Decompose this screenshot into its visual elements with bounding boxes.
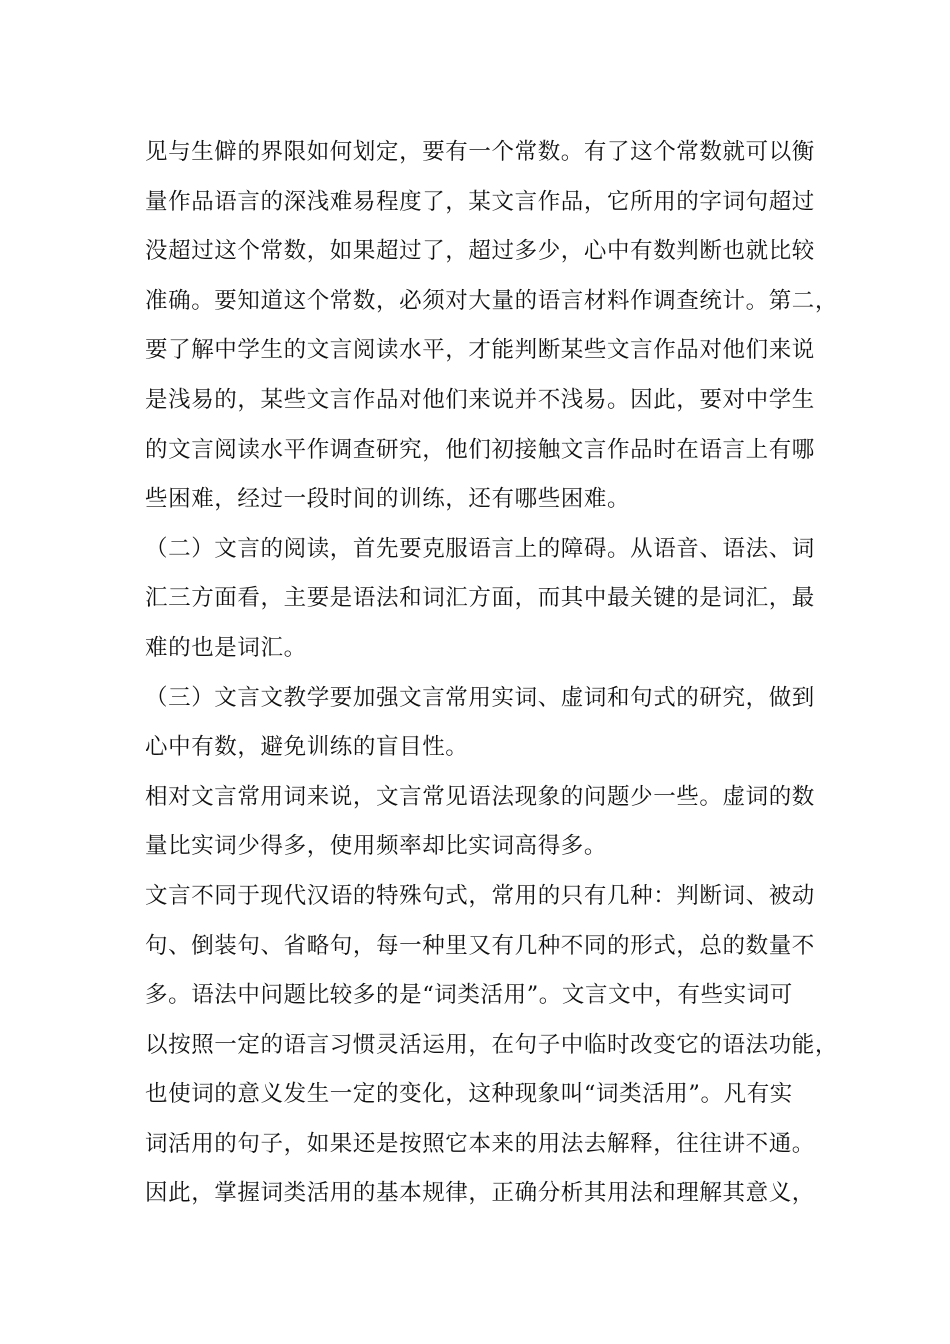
text-line: 难的也是词汇。: [145, 634, 307, 661]
text-line: 量比实词少得多，使用频率却比实词高得多。: [145, 833, 608, 860]
text-line: 没超过这个常数，如果超过了，超过多少，心中有数判断也就比较: [145, 238, 815, 265]
text-line: 量作品语言的深浅难易程度了，某文言作品，它所用的字词句超过: [145, 188, 815, 215]
text-line: 以按照一定的语言习惯灵活运用，在句子中临时改变它的语法功能，: [145, 1031, 839, 1058]
text-line: 相对文言常用词来说，文言常见语法现象的问题少一些。虚词的数: [145, 783, 815, 810]
text-line: 准确。要知道这个常数，必须对大量的语言材料作调查统计。第二，: [145, 287, 839, 314]
text-line: 的文言阅读水平作调查研究，他们初接触文言作品时在语言上有哪: [145, 436, 815, 463]
text-line: 也使词的意义发生一定的变化，这种现象叫“词类活用”。凡有实: [145, 1081, 793, 1108]
text-line: 见与生僻的界限如何划定，要有一个常数。有了这个常数就可以衡: [145, 139, 815, 165]
body-text: [145, 128, 839, 1219]
text-line: 多。语法中问题比较多的是“词类活用”。文言文中，有些实词可: [145, 982, 793, 1009]
text-line: 因此，掌握词类活用的基本规律，正确分析其用法和理解其意义，: [145, 1180, 815, 1207]
text-line: （二）文言的阅读，首先要克服语言上的障碍。从语音、语法、词: [145, 535, 815, 562]
text-line: 些困难，经过一段时间的训练，还有哪些困难。: [145, 486, 631, 513]
text-line: 心中有数，避免训练的盲目性。: [145, 734, 469, 761]
text-line: 要了解中学生的文言阅读水平，才能判断某些文言作品对他们来说: [145, 337, 815, 364]
text-line: 汇三方面看，主要是语法和词汇方面，而其中最关键的是词汇，最: [145, 585, 815, 612]
text-line: （三）文言文教学要加强文言常用实词、虚词和句式的研究，做到: [145, 684, 815, 711]
text-line: 文言不同于现代汉语的特殊句式，常用的只有几种：判断词、被动: [145, 882, 815, 909]
text-line: 词活用的句子，如果还是按照它本来的用法去解释，往往讲不通。: [145, 1130, 815, 1157]
text-line: 是浅易的，某些文言作品对他们来说并不浅易。因此，要对中学生: [145, 386, 815, 413]
text-line: 句、倒装句、省略句，每一种里又有几种不同的形式，总的数量不: [145, 932, 815, 959]
